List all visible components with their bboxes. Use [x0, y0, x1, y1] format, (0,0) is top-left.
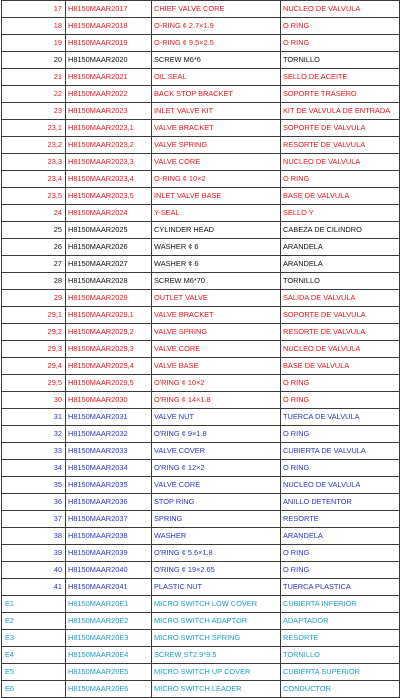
table-row [2, 290, 400, 307]
part-number-cell: 27 [2, 256, 66, 273]
part-number-cell: E3 [2, 630, 66, 647]
part-code-cell: H8150MAAR2029,5 [66, 375, 152, 392]
part-name-spanish-cell: NUCLEO DE VALVULA [281, 1, 400, 18]
table-row [2, 562, 400, 579]
part-number-cell: 23,5 [2, 188, 66, 205]
part-number-cell: 17 [2, 1, 66, 18]
part-name-english-cell: O-RING ¢ 10×2 [152, 171, 281, 188]
part-code-cell: H8150MAAR2029,1 [66, 307, 152, 324]
table-row [2, 171, 400, 188]
part-name-english-cell: O'RING ¢ 9×1.8 [152, 426, 281, 443]
table-row [2, 545, 400, 562]
table-row [2, 647, 400, 664]
part-number-cell: 40 [2, 562, 66, 579]
part-name-spanish-cell: O RING [281, 375, 400, 392]
part-code-cell: H8150MAAR20E2 [66, 613, 152, 630]
part-name-english-cell: WASHER [152, 528, 281, 545]
part-number-cell: 23,1 [2, 120, 66, 137]
part-number-cell: E5 [2, 664, 66, 681]
part-name-english-cell: VALVE CORE [152, 477, 281, 494]
table-row [2, 239, 400, 256]
part-code-cell: H8150MAAR2037 [66, 511, 152, 528]
table-row [2, 341, 400, 358]
part-code-cell: H8150MAAR2030 [66, 392, 152, 409]
part-name-english-cell: SCREW ST2.9*9.5 [152, 647, 281, 664]
part-name-english-cell: MICRO SWITCH LOW COVER [152, 596, 281, 613]
table-row [2, 392, 400, 409]
part-code-cell: H8150MAAR20E5 [66, 664, 152, 681]
part-number-cell: 23,4 [2, 171, 66, 188]
part-name-spanish-cell: RESORTE DE VALVULA [281, 137, 400, 154]
part-name-english-cell: MICRO SWITCH UP COVER [152, 664, 281, 681]
part-code-cell: H8150MAAR2028 [66, 273, 152, 290]
table-row [2, 35, 400, 52]
part-code-cell: H8150MAAR20E1 [66, 596, 152, 613]
part-name-spanish-cell: ARANDELA [281, 256, 400, 273]
part-code-cell: H8150MAAR2041 [66, 579, 152, 596]
table-row [2, 120, 400, 137]
part-name-spanish-cell: SOPORTE DE VALVULA [281, 120, 400, 137]
part-number-cell: E4 [2, 647, 66, 664]
part-name-english-cell: O-RING ¢ 2.7×1.9 [152, 18, 281, 35]
part-name-english-cell: STOP RING [152, 494, 281, 511]
part-number-cell: 41 [2, 579, 66, 596]
part-name-english-cell: SCREW M6*70 [152, 273, 281, 290]
part-name-english-cell: OUTLET VALVE [152, 290, 281, 307]
part-code-cell: H8150MAAR20E4 [66, 647, 152, 664]
part-number-cell: 29 [2, 290, 66, 307]
part-code-cell: H8150MAAR2023,2 [66, 137, 152, 154]
table-row [2, 273, 400, 290]
part-number-cell: 29,1 [2, 307, 66, 324]
part-name-english-cell: BACK STOP BRACKET [152, 86, 281, 103]
part-code-cell: H8150MAAR2040 [66, 562, 152, 579]
part-number-cell: 39 [2, 545, 66, 562]
part-number-cell: 24 [2, 205, 66, 222]
table-row [2, 511, 400, 528]
part-number-cell: 29,4 [2, 358, 66, 375]
part-name-spanish-cell: CONDUCTOR [281, 681, 400, 698]
part-name-english-cell: VALVE SPRING [152, 137, 281, 154]
part-code-cell: H8150MAAR2021 [66, 69, 152, 86]
part-name-english-cell: O-RING ¢ 9.5×2.5 [152, 35, 281, 52]
part-number-cell: E6 [2, 681, 66, 698]
parts-table [1, 0, 400, 698]
part-name-english-cell: O'RING ¢ 12×2 [152, 460, 281, 477]
part-code-cell: H8150MAAR2025 [66, 222, 152, 239]
part-number-cell: 28 [2, 273, 66, 290]
part-name-spanish-cell: TORNILLO [281, 273, 400, 290]
part-name-spanish-cell: O RING [281, 171, 400, 188]
table-row [2, 103, 400, 120]
part-code-cell: H8150MAAR20E3 [66, 630, 152, 647]
part-code-cell: H8150MAAR2033 [66, 443, 152, 460]
table-row [2, 494, 400, 511]
part-number-cell: 34 [2, 460, 66, 477]
table-row [2, 409, 400, 426]
part-code-cell: H8150MAAR2032 [66, 426, 152, 443]
part-number-cell: 33 [2, 443, 66, 460]
part-number-cell: 29,3 [2, 341, 66, 358]
part-number-cell: 32 [2, 426, 66, 443]
part-name-english-cell: O'RING ¢ 10×2 [152, 375, 281, 392]
part-name-english-cell: MICRO SWITCH LEADER [152, 681, 281, 698]
part-name-spanish-cell: BASE DE VALVULA [281, 358, 400, 375]
part-number-cell: 35 [2, 477, 66, 494]
part-code-cell: H8150MAAR2029 [66, 290, 152, 307]
part-name-spanish-cell: O RING [281, 545, 400, 562]
part-number-cell: 22 [2, 86, 66, 103]
part-code-cell: H8150MAAR2023,3 [66, 154, 152, 171]
part-code-cell: H8150MAAR2019 [66, 35, 152, 52]
part-code-cell: H8150MAAR2038 [66, 528, 152, 545]
part-name-spanish-cell: SOPORTE TRASERO [281, 86, 400, 103]
table-row [2, 664, 400, 681]
part-name-spanish-cell: RESORTE DE VALVULA [281, 324, 400, 341]
part-code-cell: H8150MAAR2035 [66, 477, 152, 494]
part-number-cell: 29,2 [2, 324, 66, 341]
part-name-spanish-cell: O RING [281, 562, 400, 579]
part-number-cell: E1 [2, 596, 66, 613]
part-code-cell: H8150MAAR2023,1 [66, 120, 152, 137]
part-name-spanish-cell: O RING [281, 426, 400, 443]
part-number-cell: 20 [2, 52, 66, 69]
part-name-english-cell: CHIEF VALVE CORE [152, 1, 281, 18]
table-row [2, 154, 400, 171]
table-row [2, 69, 400, 86]
table-row [2, 477, 400, 494]
part-number-cell: 25 [2, 222, 66, 239]
table-row [2, 630, 400, 647]
table-row [2, 18, 400, 35]
part-name-spanish-cell: TUERCA DE VALVULA [281, 409, 400, 426]
part-name-spanish-cell: ADAPTADOR [281, 613, 400, 630]
part-number-cell: 18 [2, 18, 66, 35]
part-name-english-cell: O'RING ¢ 19×2.65 [152, 562, 281, 579]
part-code-cell: H8150MAAR2029,4 [66, 358, 152, 375]
table-row [2, 307, 400, 324]
part-number-cell: 23,3 [2, 154, 66, 171]
part-name-spanish-cell: ARANDELA [281, 528, 400, 545]
part-code-cell: H8150MAAR2034 [66, 460, 152, 477]
part-name-english-cell: SCREW M6*6 [152, 52, 281, 69]
table-row [2, 426, 400, 443]
part-name-english-cell: MICRO SWITCH SPRING [152, 630, 281, 647]
part-number-cell: 30 [2, 392, 66, 409]
part-name-spanish-cell: BASE DE VALVULA [281, 188, 400, 205]
part-name-spanish-cell: NUCLEO DE VALVULA [281, 154, 400, 171]
part-name-spanish-cell: CABEZA DE CILINDRO [281, 222, 400, 239]
part-name-spanish-cell: ANILLO DETENTOR [281, 494, 400, 511]
part-name-spanish-cell: TUERCA PLASTICA [281, 579, 400, 596]
part-code-cell: H8150MAAR2020 [66, 52, 152, 69]
part-code-cell: H8150MAAR2026 [66, 239, 152, 256]
part-code-cell: H8150MAAR2029,2 [66, 324, 152, 341]
parts-table-body [2, 1, 400, 698]
table-row [2, 86, 400, 103]
part-code-cell: H8150MAAR2027 [66, 256, 152, 273]
part-code-cell: H8150MAAR2024 [66, 205, 152, 222]
part-name-english-cell: PLASTIC NUT [152, 579, 281, 596]
table-row [2, 579, 400, 596]
table-row [2, 460, 400, 477]
part-name-spanish-cell: NUCLEO DE VALVULA [281, 477, 400, 494]
part-name-english-cell: INLET VALVE KIT [152, 103, 281, 120]
part-code-cell: H8150MAAR2017 [66, 1, 152, 18]
part-number-cell: 26 [2, 239, 66, 256]
part-name-spanish-cell: TORNILLO [281, 52, 400, 69]
part-name-english-cell: CYLINDER HEAD [152, 222, 281, 239]
part-name-spanish-cell: O RING [281, 18, 400, 35]
part-name-english-cell: MICRO SWITCH ADAPTOR [152, 613, 281, 630]
part-name-english-cell: O'RING ¢ 5.6×1.8 [152, 545, 281, 562]
part-name-spanish-cell: NUCLEO DE VALVULA [281, 341, 400, 358]
part-name-english-cell: VALVE BASE [152, 358, 281, 375]
part-number-cell: 23,2 [2, 137, 66, 154]
part-code-cell: H8150MAAR2023 [66, 103, 152, 120]
part-number-cell: 37 [2, 511, 66, 528]
part-name-english-cell: VALVE BRACKET [152, 120, 281, 137]
table-row [2, 205, 400, 222]
part-name-spanish-cell: RESORTE [281, 511, 400, 528]
part-name-spanish-cell: TORNILLO [281, 647, 400, 664]
table-row [2, 222, 400, 239]
part-name-english-cell: VALVE BRACKET [152, 307, 281, 324]
part-code-cell: H8150MAAR2029,3 [66, 341, 152, 358]
part-name-spanish-cell: SALIDA DE VALVULA [281, 290, 400, 307]
table-row [2, 681, 400, 698]
part-name-spanish-cell: RESORTE [281, 630, 400, 647]
part-code-cell: H8150MAAR2023,4 [66, 171, 152, 188]
part-name-spanish-cell: SELLO DE ACEITE [281, 69, 400, 86]
part-name-spanish-cell: ARANDELA [281, 239, 400, 256]
table-row [2, 358, 400, 375]
part-name-english-cell: VALVE NUT [152, 409, 281, 426]
part-number-cell: 36 [2, 494, 66, 511]
part-name-spanish-cell: O RING [281, 460, 400, 477]
table-row [2, 1, 400, 18]
part-code-cell: H8150MAAR2018 [66, 18, 152, 35]
part-name-spanish-cell: CUBIERTA DE VALVULA [281, 443, 400, 460]
part-name-spanish-cell: O RING [281, 35, 400, 52]
part-code-cell: H8150MAAR2031 [66, 409, 152, 426]
part-name-spanish-cell: O RING [281, 392, 400, 409]
table-row [2, 52, 400, 69]
part-name-english-cell: VALVE CORE [152, 154, 281, 171]
part-number-cell: 38 [2, 528, 66, 545]
part-number-cell: 29,5 [2, 375, 66, 392]
part-name-spanish-cell: SOPORTE DE VALVULA [281, 307, 400, 324]
part-code-cell: H8150MAAR2022 [66, 86, 152, 103]
part-name-english-cell: Y-SEAL [152, 205, 281, 222]
part-name-spanish-cell: KIT DE VALVULA DE ENTRADA [281, 103, 400, 120]
part-name-spanish-cell: SELLO Y [281, 205, 400, 222]
part-number-cell: 23 [2, 103, 66, 120]
part-name-english-cell: SPRING [152, 511, 281, 528]
part-number-cell: 19 [2, 35, 66, 52]
part-name-english-cell: WASHER ¢ 6 [152, 239, 281, 256]
part-name-english-cell: O'RING ¢ 14×1.8 [152, 392, 281, 409]
table-row [2, 188, 400, 205]
part-number-cell: E2 [2, 613, 66, 630]
part-name-english-cell: OIL SEAL [152, 69, 281, 86]
part-name-english-cell: INLET VALVE BASE [152, 188, 281, 205]
part-code-cell: H8150MAAR20E6 [66, 681, 152, 698]
table-row [2, 443, 400, 460]
part-name-english-cell: VALVE CORE [152, 341, 281, 358]
table-row [2, 528, 400, 545]
table-row [2, 137, 400, 154]
table-row [2, 324, 400, 341]
table-row [2, 375, 400, 392]
part-number-cell: 31 [2, 409, 66, 426]
part-number-cell: 21 [2, 69, 66, 86]
part-code-cell: H8150MAAR2036 [66, 494, 152, 511]
table-row [2, 596, 400, 613]
table-row [2, 256, 400, 273]
part-name-english-cell: WASHER ¢ 6 [152, 256, 281, 273]
part-code-cell: H8150MAAR2023,5 [66, 188, 152, 205]
part-code-cell: H8150MAAR2039 [66, 545, 152, 562]
part-name-english-cell: VALVE SPRING [152, 324, 281, 341]
part-name-spanish-cell: CUBIERTA INFERIOR [281, 596, 400, 613]
part-name-spanish-cell: CUBIERTA SUPERIOR [281, 664, 400, 681]
part-name-english-cell: VALVE COVER [152, 443, 281, 460]
